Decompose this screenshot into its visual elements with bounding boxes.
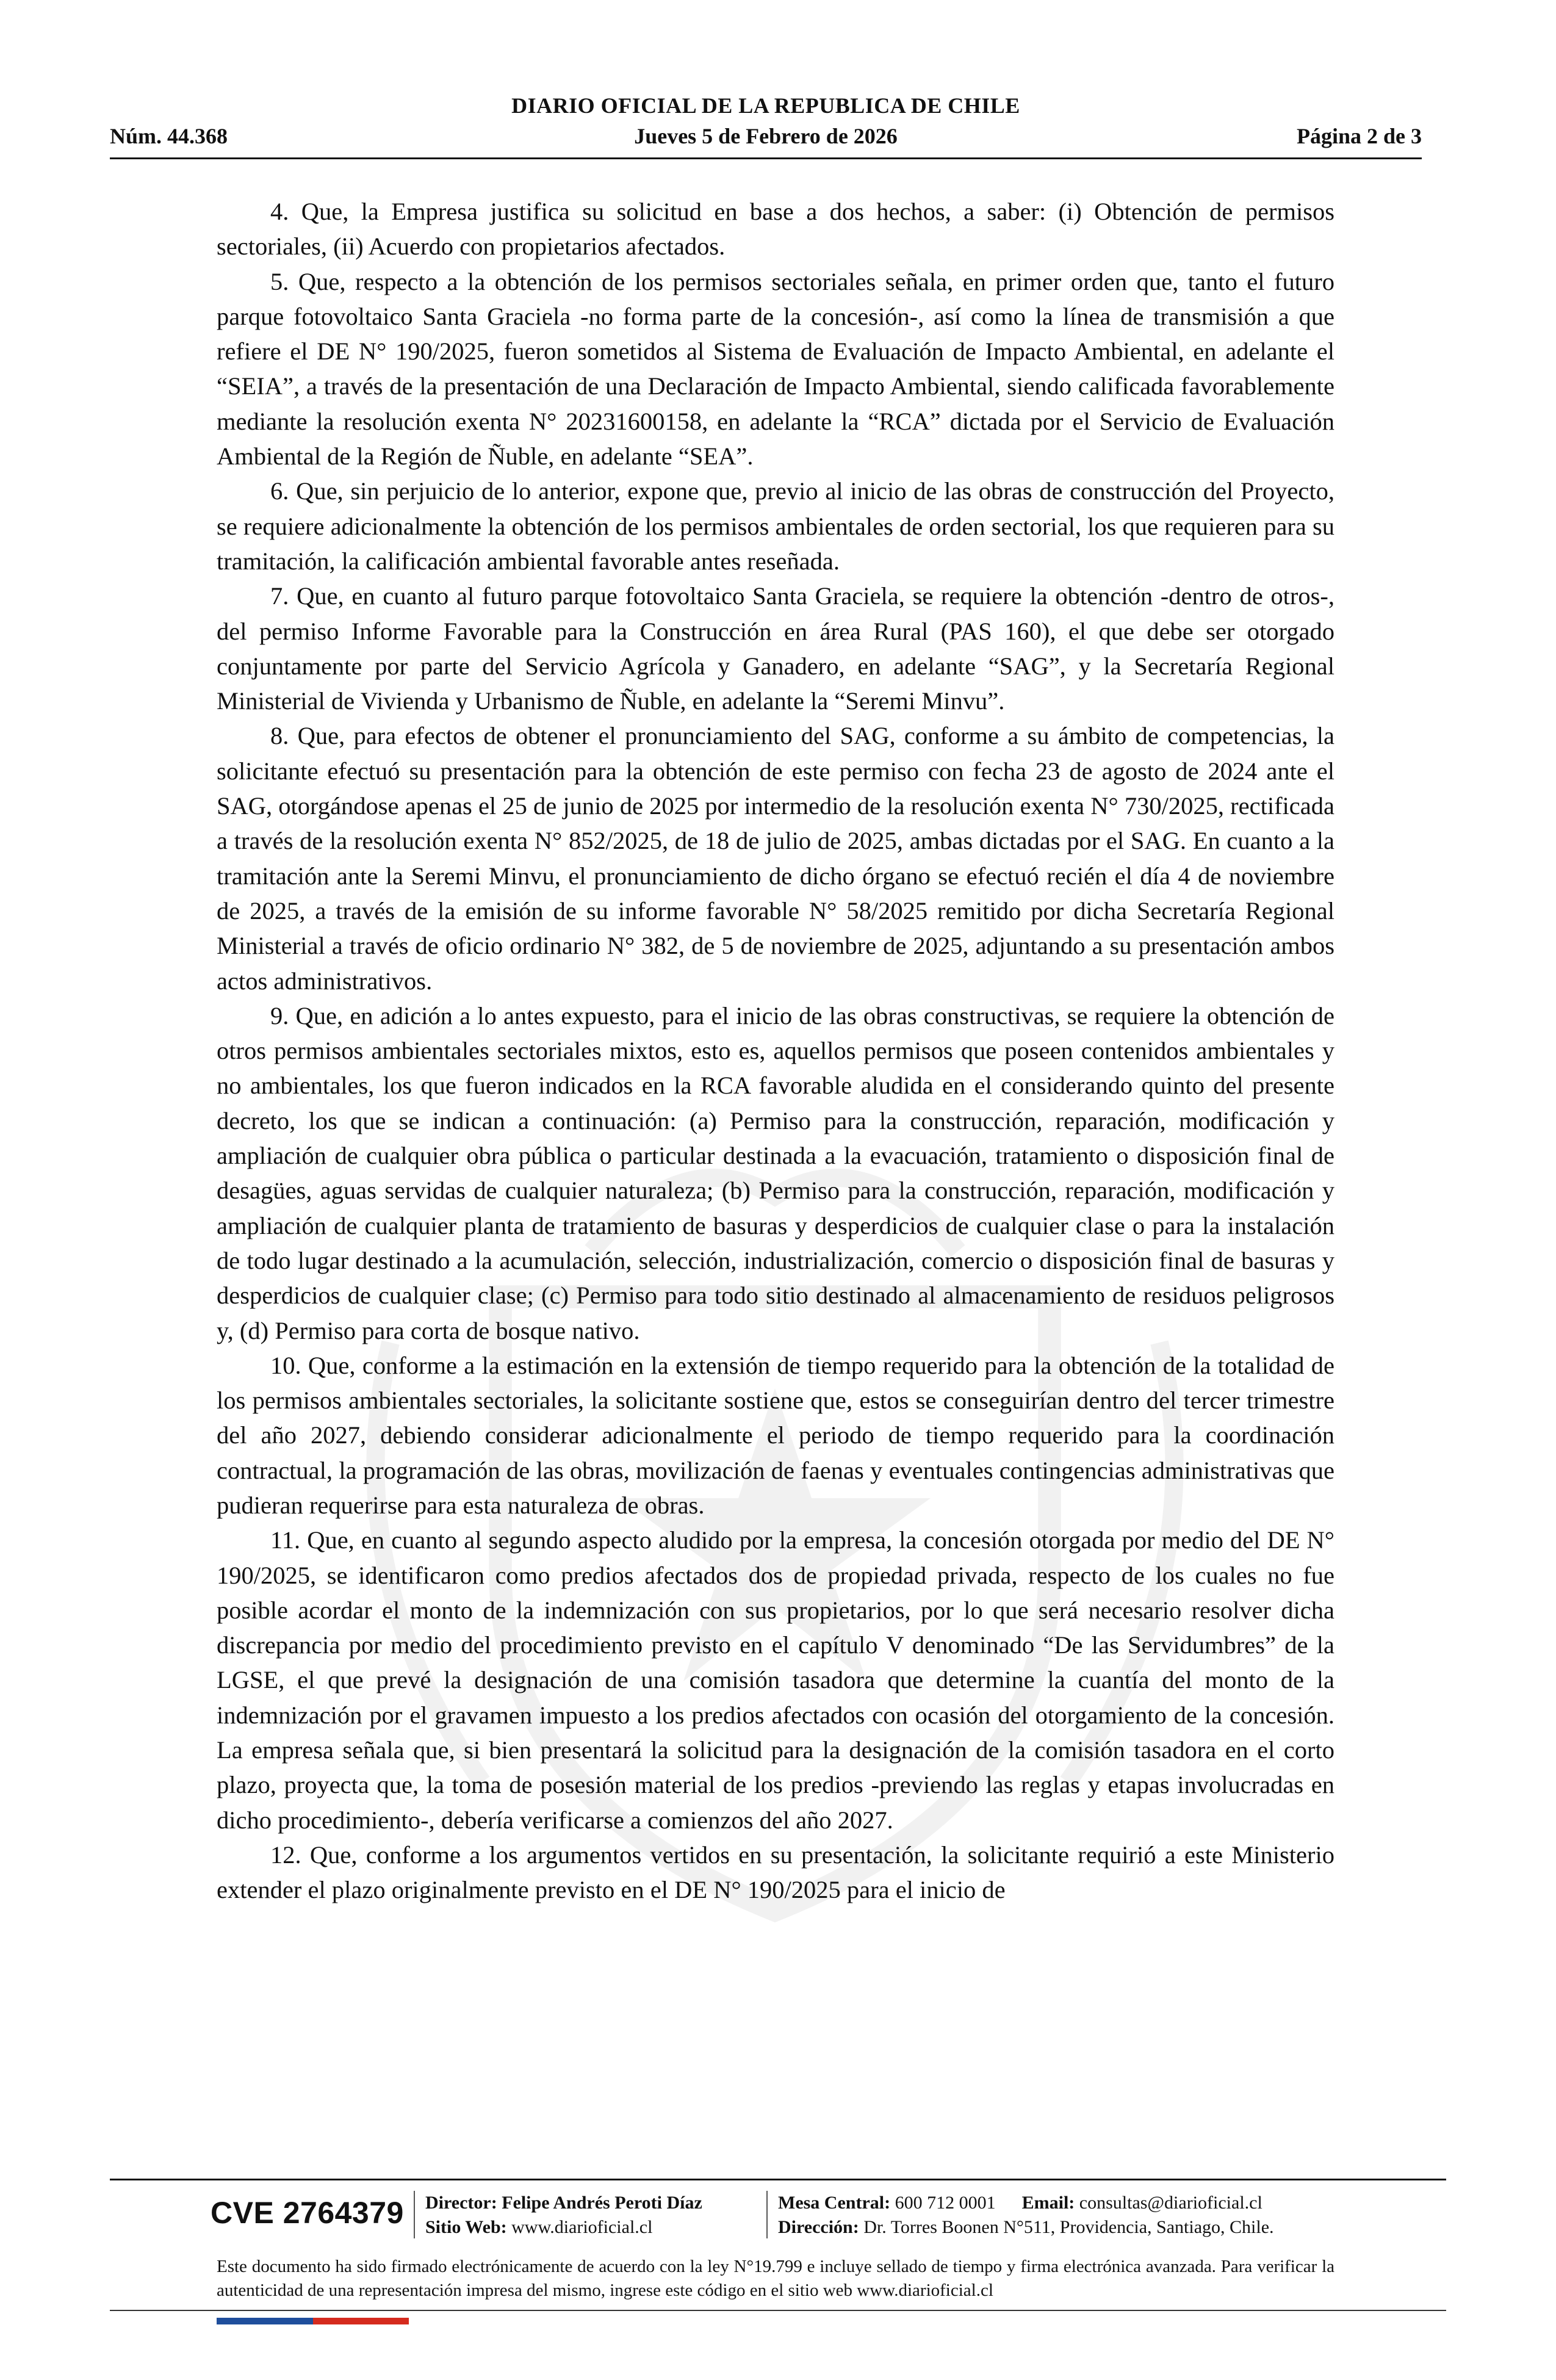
paragraph-7: 7. Que, en cuanto al futuro parque fotovoltaico Santa Graciela, se requiere la obtención -dentro de otros-, del permiso Informe Favorable para la Construcción en área Rural (PAS 160), el que debe ser otorgado conjuntamente por parte del Servicio Agrícola y Ganadero, en adelante “SAG”, y la Secretaría Regional Ministerial de Vivienda y Urbanismo de Ñuble, en adelante la “Seremi Minvu”. — [217, 582, 1334, 715]
phone-label: Mesa Central: — [778, 2193, 891, 2213]
email-label: Email: — [1021, 2193, 1075, 2213]
website-label: Sitio Web: — [425, 2217, 507, 2237]
director-name: Felipe Andrés Peroti Díaz — [502, 2193, 702, 2213]
paragraph-5: 5. Que, respecto a la obtención de los permisos sectoriales señala, en primer orden que, tanto el futuro parque fotovoltaico Santa Graciela -no forma parte de la concesión-, así como la línea de transmisión a que refiere el DE N° 190/2025, fueron sometidos al Sistema de Evaluación de Impacto Ambiental, en adelante el “SEIA”, a través de la presentación de una Declaración de Impacto Ambiental, siendo calificada favorablemente mediante la resolución exenta N° 20231600158, en adelante la “RCA” dictada por el Servicio de Evaluación Ambiental de la Región de Ñuble, en adelante “SEA”. — [217, 267, 1334, 471]
address-line — [778, 2215, 1274, 2240]
phone-number: 600 712 0001 — [895, 2193, 996, 2213]
electronic-signature-disclaimer: Este documento ha sido firmado electrónicamente de acuerdo con la ley N°19.799 e incluye sellado de tiempo y firma electrónica avanzada. Para verificar la autenticidad de una representación impresa del mismo, ingrese este código en el sitio web www.diarioficial.cl — [217, 2257, 1334, 2300]
footer-separator — [766, 2191, 768, 2238]
paragraph-11: 11. Que, en cuanto al segundo aspecto aludido por la empresa, la concesión otorgada por medio del DE N° 190/2025, se identificaron como predios afectados dos de propiedad privada, respecto de los cuales no fue posible acordar el monto de la indemnización con sus propietarios, por lo que será necesario resolver dicha discrepancia por medio del procedimiento previsto en el capítulo V denominado “De las Servidumbres” de la LGSE, el que prevé la designación de una comisión tasadora que determine la cuantía del monto de la indemnización por el gravamen impuesto a los predios afectados con ocasión del otorgamiento de la concesión. La empresa señala que, si bien presentará la solicitud para la designación de la comisión tasadora en el corto plazo, proyecta que, la toma de posesión material de los predios -previendo las reglas y etapas involucradas en dicho procedimiento-, debería verificarse a comienzos del año 2027. — [217, 1526, 1334, 1834]
paragraph-9: 9. Que, en adición a lo antes expuesto, para el inicio de las obras constructivas, se requiere la obtención de otros permisos ambientales sectoriales mixtos, esto es, aquellos permisos que poseen contenidos ambientales y no ambientales, los que fueron indicados en la RCA favorable aludida en el considerando quinto del presente decreto, los que se indican a continuación: (a) Permiso para la construcción, reparación, modificación y ampliación de cualquier obra pública o particular destinada a la evacuación, tratamiento o disposición final de desagües, aguas servidas de cualquier naturaleza; (b) Permiso para la construcción, reparación, modificación y ampliación de cualquier planta de tratamiento de basuras y desperdicios de cualquier clase o para la instalación de todo lugar destinado a la acumulación, selección, industrialización, comercio o disposición final de basuras y desperdicios de cualquier clase; (c) Permiso para todo sitio destinado al almacenamiento de residuos peligrosos y, (d) Permiso para corta de bosque nativo. — [217, 1001, 1334, 1344]
paragraph-10: 10. Que, conforme a la estimación en la extensión de tiempo requerido para la obtención de la totalidad de los permisos ambientales sectoriales, la solicitante sostiene que, estos se conseguirían dentro del tercer trimestre del año 2027, debiendo considerar adicionalmente el periodo de tiempo requerido para la coordinación contractual, la programación de las obras, movilización de faenas y eventuales contingencias administrativas que pudieran requerirse para esta naturaleza de obras. — [217, 1351, 1334, 1519]
address-label: Dirección: — [778, 2217, 859, 2237]
footer-divider-top — [110, 2179, 1446, 2180]
paragraph-8: 8. Que, para efectos de obtener el pronunciamiento del SAG, conforme a su ámbito de competencias, la solicitante efectuó su presentación para la obtención de este permiso con fecha 23 de agosto de 2024 ante el SAG, otorgándose apenas el 25 de junio de 2025 por intermedio de la resolución exenta N° 730/2025, rectificada a través de la resolución exenta N° 852/2025, de 18 de julio de 2025, ambas dictadas por el SAG. En cuanto a la tramitación ante la Seremi Minvu, el pronunciamiento de dicho órgano se efectuó recién el día 4 de noviembre de 2025, a través de la emisión de su informe favorable N° 58/2025 remitido por dicha Secretaría Regional Ministerial a través de oficio ordinario N° 382, de 5 de noviembre de 2025, adjuntando a su presentación ambos actos administrativos. — [217, 722, 1334, 995]
flag-red-segment — [313, 2318, 409, 2324]
paragraph-12: 12. Que, conforme a los argumentos vertidos en su presentación, la solicitante requirió a este Ministerio extender el plazo originalmente previsto en el DE N° 190/2025 para el inicio de — [217, 1841, 1334, 1904]
flag-blue-segment — [217, 2318, 313, 2324]
cve-code: CVE 2764379 — [211, 2196, 404, 2230]
paragraph-6: 6. Que, sin perjuicio de lo anterior, expone que, previo al inicio de las obras de construcción del Proyecto, se requiere adicionalmente la obtención de los permisos ambientales de orden sectorial, los que requieren para su tramitación, la calificación ambiental favorable antes reseñada. — [217, 477, 1334, 575]
gazette-title: DIARIO OFICIAL DE LA REPUBLICA DE CHILE — [511, 93, 1020, 118]
page-header — [110, 93, 1422, 160]
footer-contact-block — [778, 2191, 1274, 2240]
footer-separator — [414, 2191, 415, 2238]
footer-divider-bottom — [110, 2310, 1446, 2311]
issue-date: Jueves 5 de Febrero de 2026 — [634, 124, 898, 148]
chile-flag-bar — [217, 2318, 409, 2324]
address-text: Dr. Torres Boonen N°511, Providencia, Santiago, Chile. — [863, 2217, 1274, 2237]
issue-number: Núm. 44.368 — [110, 124, 228, 148]
website-link[interactable]: www.diarioficial.cl — [511, 2217, 653, 2237]
document-body — [217, 194, 1334, 1908]
email-link[interactable]: consultas@diarioficial.cl — [1079, 2193, 1262, 2213]
page-number: Página 2 de 3 — [1296, 124, 1422, 148]
director-line — [425, 2191, 702, 2215]
paragraph-4: 4. Que, la Empresa justifica su solicitud en base a dos hechos, a saber: (i) Obtención de permisos sectoriales, (ii) Acuerdo con propietarios afectados. — [217, 198, 1334, 261]
director-label: Director: — [425, 2193, 497, 2213]
footer-director-block — [425, 2191, 702, 2240]
header-divider — [110, 157, 1422, 159]
contact-line — [778, 2191, 1274, 2215]
website-line — [425, 2215, 702, 2240]
